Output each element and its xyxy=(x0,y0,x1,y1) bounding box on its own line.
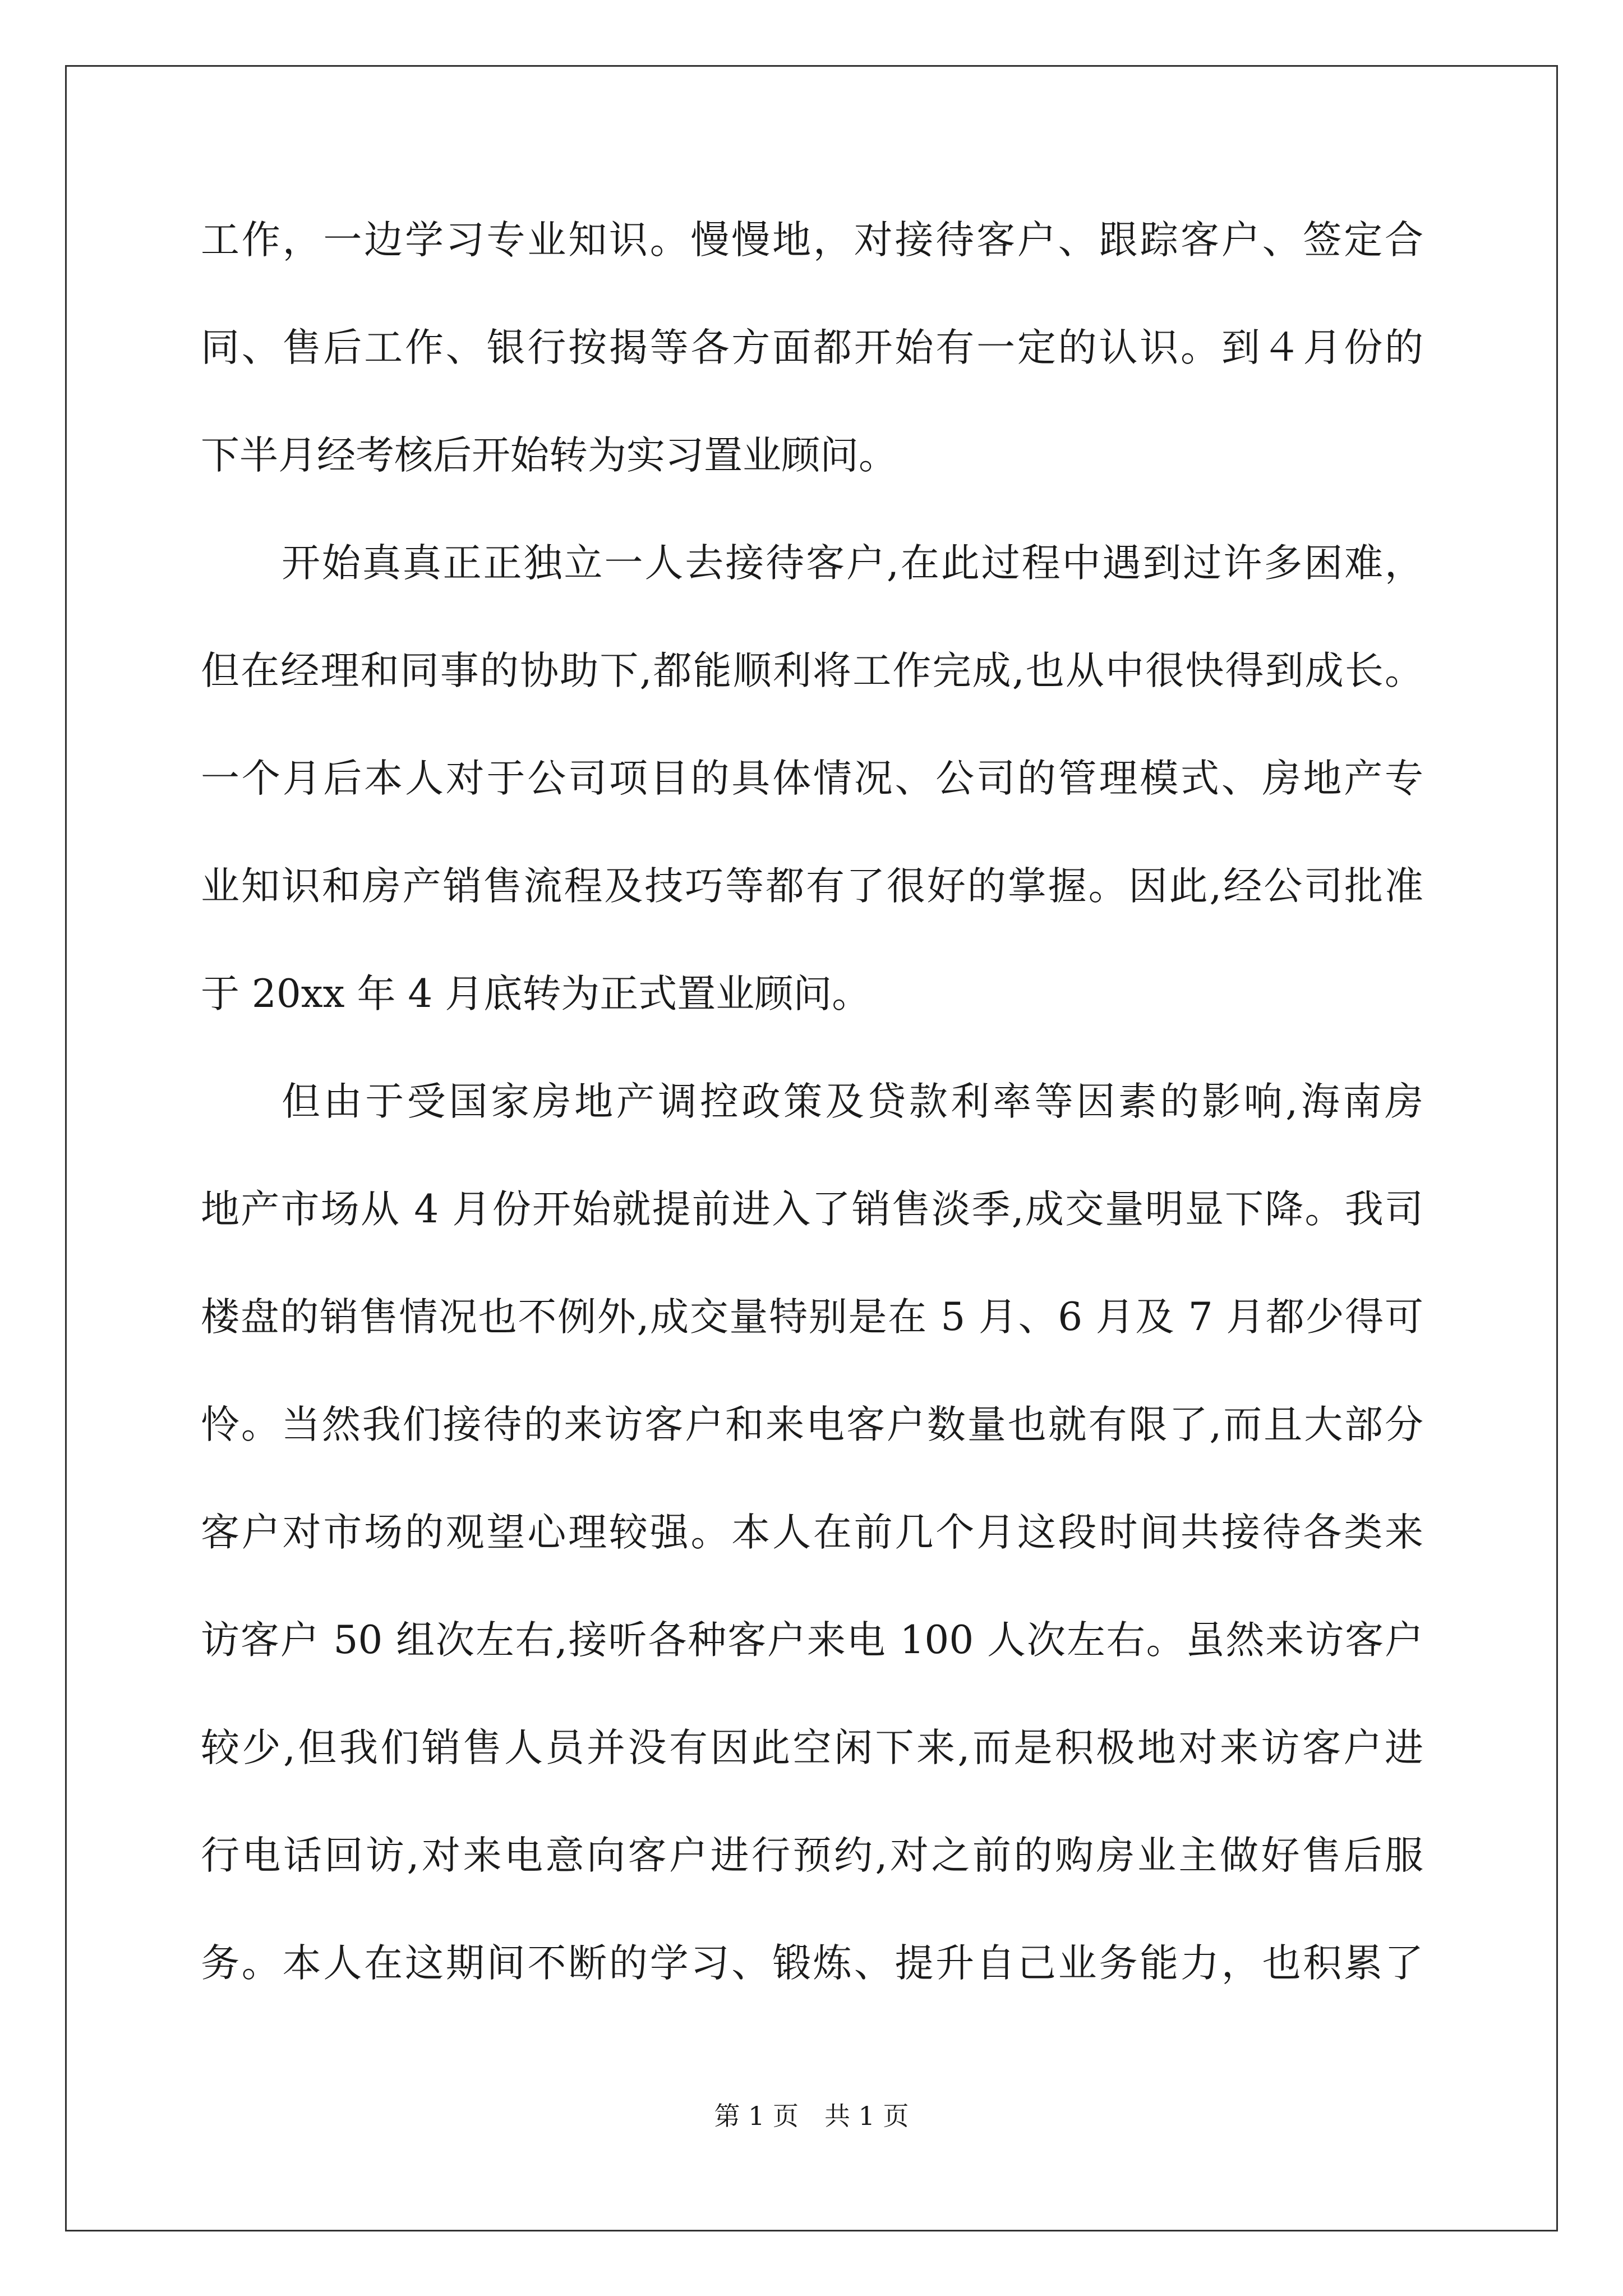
text-line: 但在经理和同事的协助下,都能顺利将工作完成,也从中很快得到成长。 xyxy=(201,648,1423,693)
text-line: 于 20xx 年 4 月底转为正式置业顾问。 xyxy=(201,972,871,1016)
page-footer: 第 1 页 共 1 页 xyxy=(714,2101,909,2131)
text-line: 楼盘的销售情况也不例外,成交量特别是在 5 月、6 月及 7 月都少得可 xyxy=(201,1295,1423,1340)
text-line: 地产市场从 4 月份开始就提前进入了销售淡季,成交量明显下降。我司 xyxy=(201,1187,1423,1232)
text-line: 务。本人在这期间不断的学习、锻炼、提升自己业务能力，也积累了 xyxy=(201,1941,1423,1986)
text-line: 怜。当然我们接待的来访客户和来电客户数量也就有限了,而且大部分 xyxy=(201,1402,1423,1447)
text-line: 开始真真正正独立一人去接待客户,在此过程中遇到过许多困难， xyxy=(282,541,1423,586)
document-body xyxy=(201,214,1423,2045)
text-line: 一个月后本人对于公司项目的具体情况、公司的管理模式、房地产专 xyxy=(201,756,1423,801)
text-line: 较少,但我们销售人员并没有因此空闲下来,而是积极地对来访客户进 xyxy=(201,1726,1423,1770)
text-line: 业知识和房产销售流程及技巧等都有了很好的掌握。因此,经公司批准 xyxy=(201,864,1423,909)
text-line: 工作，一边学习专业知识。慢慢地，对接待客户、跟踪客户、签定合 xyxy=(201,218,1423,263)
text-line: 访客户 50 组次左右,接听各种客户来电 100 人次左右。虽然来访客户 xyxy=(201,1618,1423,1663)
text-line: 客户对市场的观望心理较强。本人在前几个月这段时间共接待各类来 xyxy=(201,1510,1423,1555)
text-line: 但由于受国家房地产调控政策及贷款利率等因素的影响,海南房 xyxy=(282,1079,1423,1124)
text-line: 下半月经考核后开始转为实习置业顾问。 xyxy=(201,433,897,478)
text-line: 同、售后工作、银行按揭等各方面都开始有一定的认识。到４月份的 xyxy=(201,325,1423,370)
text-line: 行电话回访,对来电意向客户进行预约,对之前的购房业主做好售后服 xyxy=(201,1833,1423,1878)
